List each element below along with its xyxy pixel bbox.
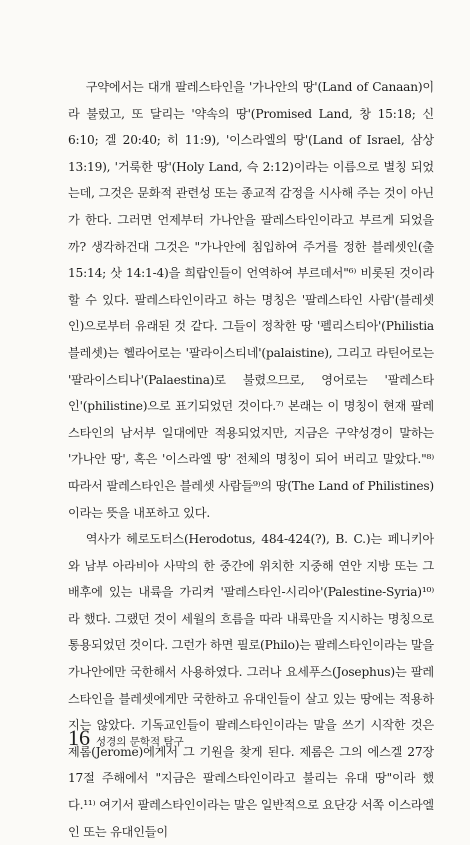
running-title: 성경의 문학적 탐구: [96, 736, 184, 748]
page-footer: [68, 727, 184, 749]
page-number: 16: [68, 725, 90, 750]
paragraph: 구약에서는 대개 팔레스타인을 '가나안의 땅'(Land of Canaan)이라 불렀고, 또 달리는 '약속의 땅'(Promised Land, 창 15:18; 신 6:10; 겔 20:40; 히 11:9), '이스라엘의 땅'(Land of Israel, 삼상 13:19), '거룩한 땅'(Holy Land, 슥 2:12)이라는 이름으로 별칭 되었는데, 그것은 문화적 관련성 또는 종교적 감정을 시사해 주는 것이 아닌가 한다. 그러면 언제부터 가나안을 팔레스타인이라고 부르게 되었을까? 생각하건대 그것은 "가나안에 침입하여 주거를 정한 블레셋인(출 15:14; 삿 14:1-4)을 희랍인들이 언역하여 부르데서"⁶⁾ 비롯된 것이라 할 수 있다. 팔레스타인이라고 하는 명칭은 '팔레스타인 사람'(블레셋인)으로부터 유래된 것 같다. 그들이 정착한 땅 '펠리스티아'(Philistia 블레셋)는 헬라어로는 '팔라이스티네'(palaistine), 그리고 라틴어로는 '팔라이스티나'(Palaestina)로 불렸으므로, 영어로는 '팔레스타인'(philistine)으로 표기되었던 것이다.⁷⁾ 본래는 이 명칭이 현재 팔레스타인의 남서부 일대에만 적용되었지만, 지금은 구약성경이 말하는 '가나안 땅', 혹은 '이스라엘 땅' 전체의 명칭이 되어 버리고 말았다."⁸⁾ 따라서 팔레스타인은 블레셋 사람들⁹⁾의 땅(The Land of Philistines)이라는 뜻을 내포하고 있다.: [68, 80, 434, 520]
paragraph: 역사가 헤로도터스(Herodotus, 484-424(?), B. C.)는 페니키아와 남부 아라비아 사막의 한 중간에 위치한 지중해 연안 지방 또는 그 배후에 있는 내륙을 가리켜 '팔레스타인-시리아'(Palestine-Syria)¹⁰⁾라 했다. 그랬던 것이 세월의 흐름을 따라 내륙만을 지시하는 명칭으로 통용되었던 것이다. 그런가 하면 필로(Philo)는 팔레스타인이라는 말을 가나안에만 국한해서 사용하였다. 그러나 요세푸스(Josephus)는 팔레스타인을 블레셋에게만 국한하고 유대인들이 살고 있는 땅에는 적용하지는 않았다. 기독교인들이 팔레스타인이라는 말을 쓰기 시작한 것은 제롬(Jerome)에게서 그 기원을 찾게 된다. 제롬은 그의 에스겔 27장 17절 주해에서 "지금은 팔레스타인이라고 불리는 유대 땅"이라 했다.¹¹⁾ 여기서 팔레스타인이라는 말은 일반적으로 요단강 서쪽 이스라엘인 또는 유대인들이: [68, 532, 434, 839]
